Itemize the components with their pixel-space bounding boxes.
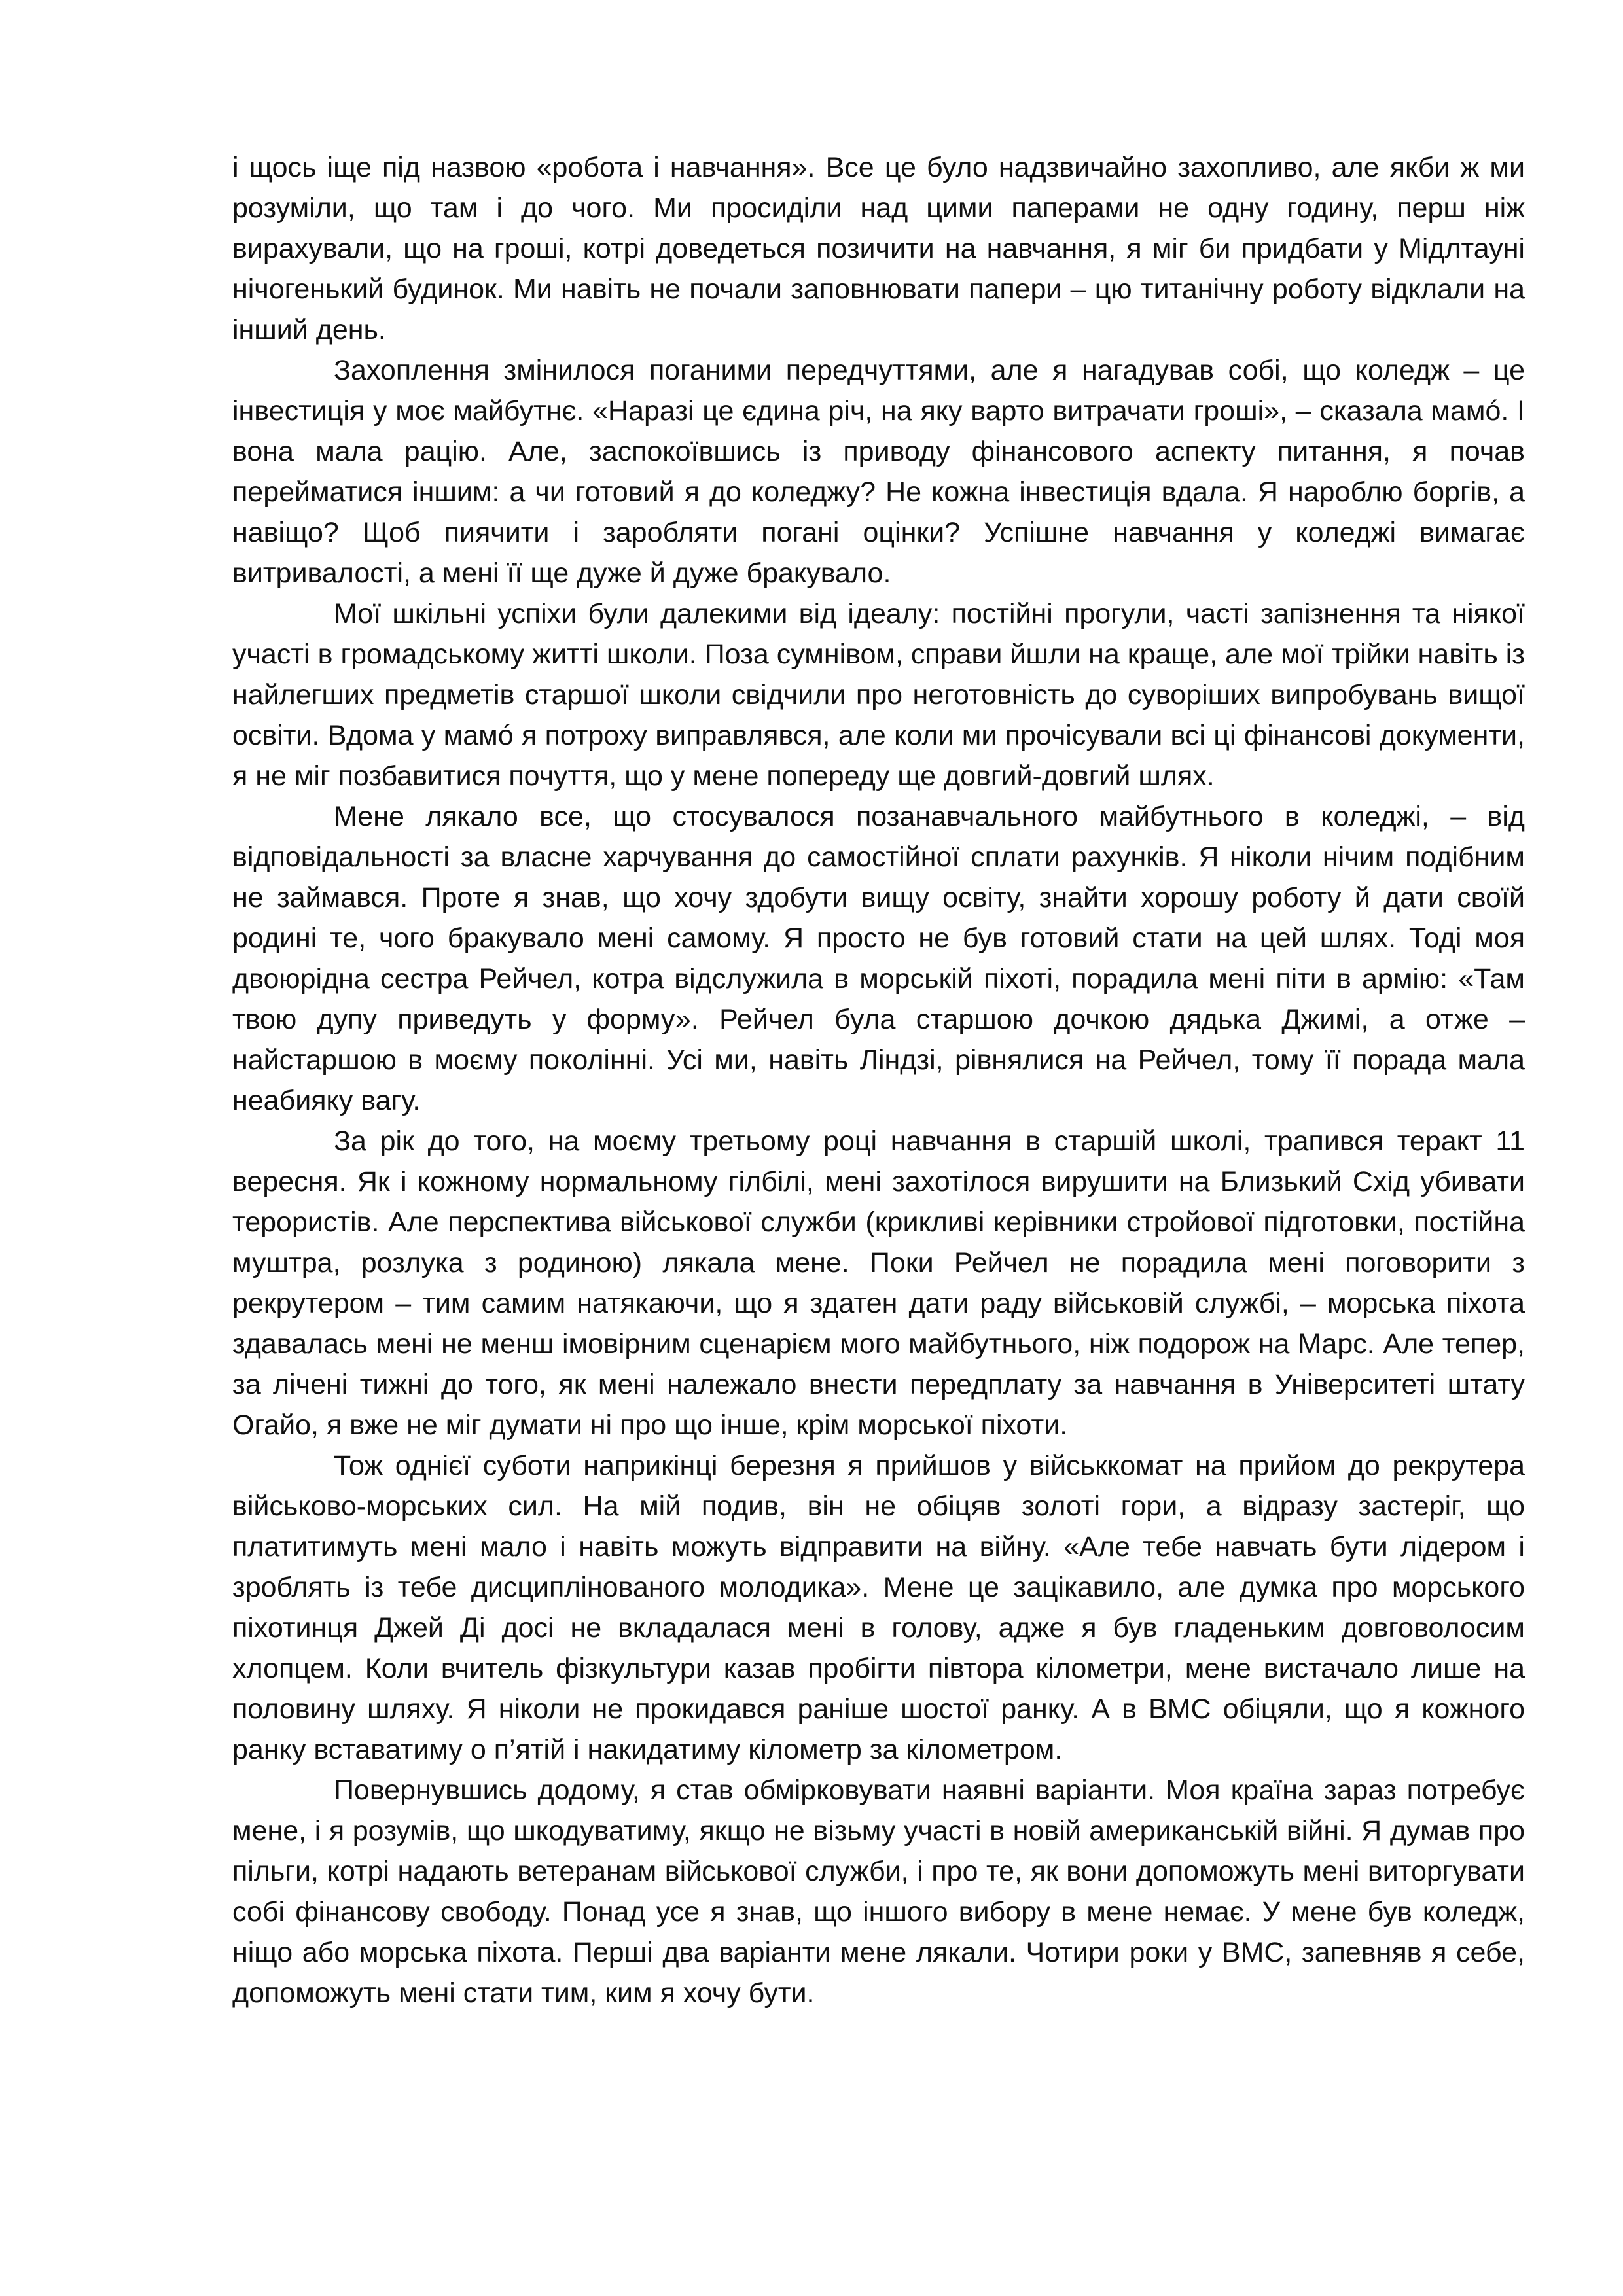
paragraph-7: Повернувшись додому, я став обмірковувати наявні варіанти. Моя країна зараз потребує мене, і я розумів, що шкодуватиму, якщо не візьму участі в новій американській війні. Я думав про пільги, котрі надають ветеранам військової служби, і про те, як вони допоможуть мені виторгувати собі фінансову свободу. Понад усе я знав, що іншого вибору в мене немає. У мене був коледж, ніщо або морська піхота. Перші два варіанти мене лякали. Чотири роки у ВМС, запевняв я себе, допоможуть мені стати тим, ким я хочу бути. <box>232 1775 1525 2009</box>
paragraph-2: Захоплення змінилося поганими передчуттями, але я нагадував собі, що коледж – це інвестиція у моє майбутнє. «Наразі це єдина річ, на яку варто витрачати гроші», – сказала мамó. І вона мала рацію. Але, заспокоївшись із приводу фінансового аспекту питання, я почав перейматися іншим: а чи готовий я до коледжу? Не кожна інвестиція вдала. Я нароблю боргів, а навіщо? Щоб пиячити і заробляти погані оцінки? Успішне навчання у коледжі вимагає витривалості, а мені її ще дуже й дуже бракувало. <box>232 355 1525 589</box>
paragraph-4: Мене лякало все, що стосувалося позанавчального майбутнього в коледжі, – від відповідальності за власне харчування до самостійної сплати рахунків. Я ніколи нічим подібним не займався. Проте я знав, що хочу здобути вищу освіту, знайти хорошу роботу й дати своїй родині те, чого бракувало мені самому. Я просто не був готовий стати на цей шлях. Тоді моя двоюрідна сестра Рейчел, котра відслужила в морській піхоті, порадила мені піти в армію: «Там твою дупу приведуть у форму». Рейчел була старшою дочкою дядька Джимі, а отже – найстаршою в моєму поколінні. Усі ми, навіть Ліндзі, рівнялися на Рейчел, тому її порада мала неабияку вагу. <box>232 801 1525 1116</box>
paragraph-6: Тож однієї суботи наприкінці березня я прийшов у військкомат на прийом до рекрутера військово-морських сил. На мій подив, він не обіцяв золоті гори, а відразу застеріг, що платитимуть мені мало і навіть можуть відправити на війну. «Але тебе навчать бути лідером і зроблять із тебе дисциплінованого молодика». Мене це зацікавило, але думка про морського піхотинця Джей Ді досі не вкладалася мені в голову, адже я був гладеньким довговолосим хлопцем. Коли вчитель фізкультури казав пробігти півтора кілометри, мене вистачало лише на половину шляху. Я ніколи не прокидався раніше шостої ранку. А в ВМС обіцяли, що я кожного ранку вставатиму о п’ятій і накидатиму кілометр за кілометром. <box>232 1450 1525 1765</box>
paragraph-5: За рік до того, на моєму третьому році навчання в старшій школі, трапився теракт 11 вересня. Як і кожному нормальному гілбілі, мені захотілося вирушити на Близький Схід убивати терористів. Але перспектива військової служби (крикливі керівники стройової підготовки, постійна муштра, розлука з родиною) лякала мене. Поки Рейчел не порадила мені поговорити з рекрутером – тим самим натякаючи, що я здатен дати раду військовій службі, – морська піхота здавалась мені не менш імовірним сценарієм мого майбутнього, ніж подорож на Марс. Але тепер, за лічені тижні до того, як мені належало внести передплату за навчання в Університеті штату Огайо, я вже не міг думати ні про що інше, крім морської піхоти. <box>232 1125 1525 1441</box>
paragraph-3: Мої шкільні успіхи були далекими від ідеалу: постійні прогули, часті запізнення та ніякої участі в громадському житті школи. Поза сумнівом, справи йшли на краще, але мої трійки навіть із найлегших предметів старшої школи свідчили про неготовність до суворіших випробувань вищої освіти. Вдома у мамó я потроху виправлявся, але коли ми прочісували всі ці фінансові документи, я не міг позбавитися почуття, що у мене попереду ще довгий-довгий шлях. <box>232 598 1525 792</box>
document-page <box>232 147 1525 2013</box>
paragraph-1: і щось іще під назвою «робота і навчання». Все це було надзвичайно захопливо, але якби ж ми розуміли, що там і до чого. Ми просиділи над цими паперами не одну годину, перш ніж вирахували, що на гроші, котрі доведеться позичити на навчання, я міг би придбати у Мідлтауні нічогенький будинок. Ми навіть не почали заповнювати папери – цю титанічну роботу відклали на інший день. <box>232 152 1525 345</box>
